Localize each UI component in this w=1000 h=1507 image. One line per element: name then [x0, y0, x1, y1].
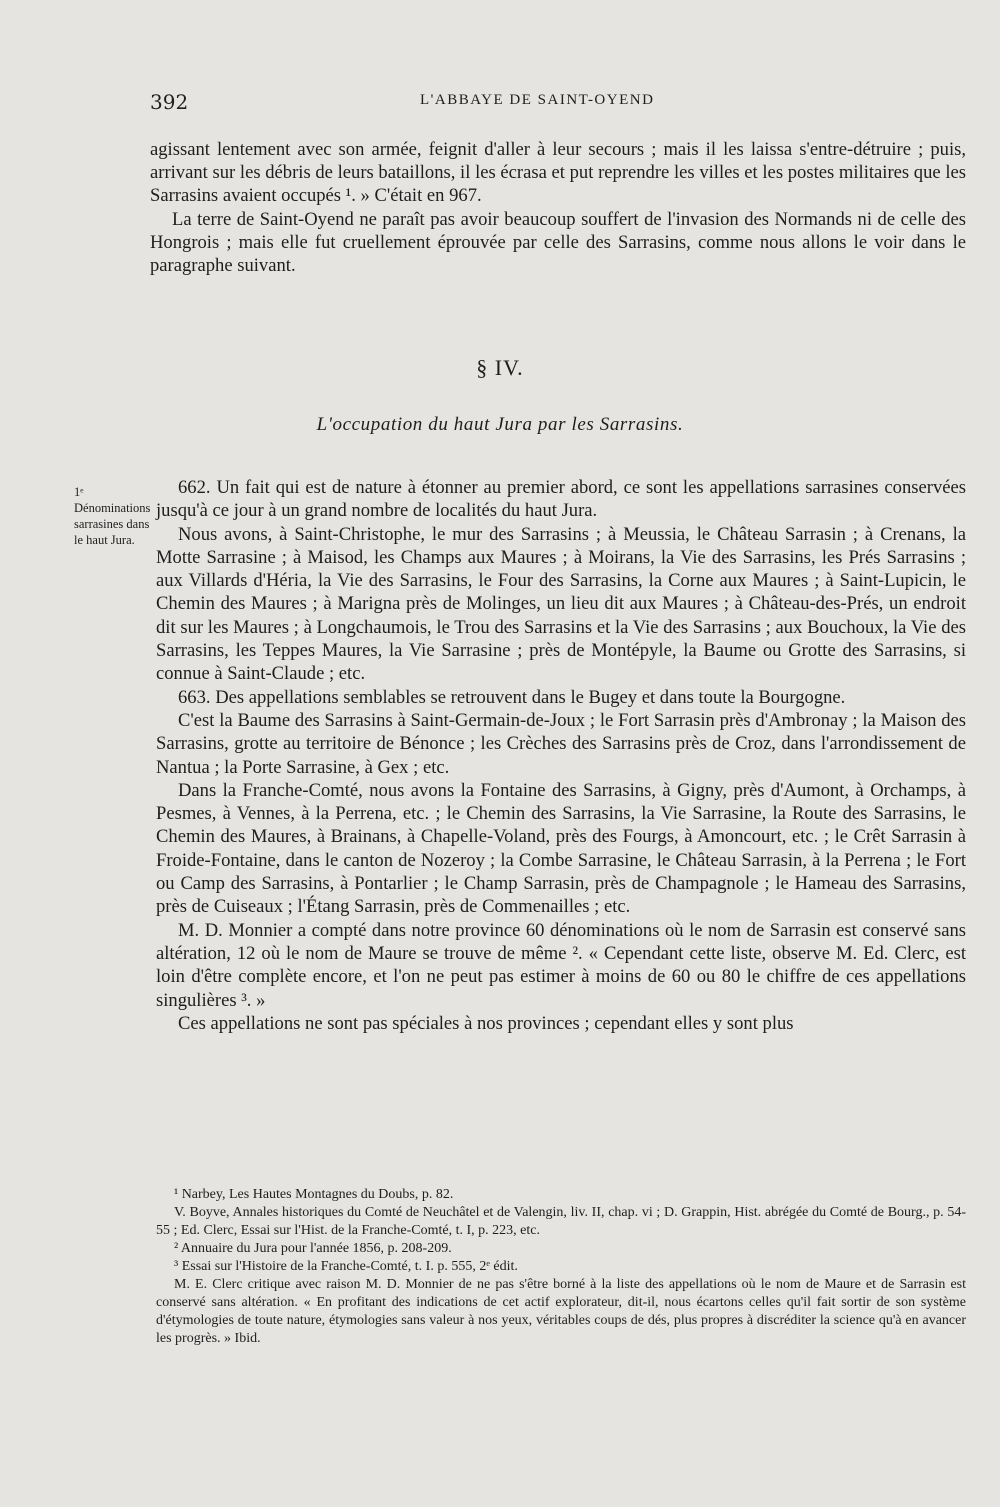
main-text [156, 476, 966, 1035]
intro-paragraph-2: La terre de Saint-Oyend ne paraît pas avoir beaucoup souffert de l'invasion des Normands ni de celle des Hongrois ; mais elle fut cruellement éprouvée par celle des Sarrasins, comme nous allons le voir dans le paragraphe suivant. [150, 208, 966, 277]
intro-paragraph-1: agissant lentement avec son armée, feignit d'aller à leur secours ; mais il les laissa s'entre-détruire ; puis, arrivant sur les débris de leurs bataillons, il les écrasa et put reprendre les villes et les postes militaires que les Sarrasins avaient occupés ¹. » C'était en 967. [150, 139, 966, 207]
paragraph-663-franche-comte: Dans la Franche-Comté, nous avons la Fontaine des Sarrasins, à Gigny, près d'Aumont, à Orchamps, à Pesmes, à Vennes, à la Perrena, etc. ; le Chemin des Sarrasins, la Vie Sarrasine, la Route des Sarrasins, le Chemin des Maures, à Brainans, à Chapelle-Voland, près des Fourgs, à Amoncourt, etc. ; le Crêt Sarrasin à Froide-Fontaine, dans le canton de Nozeroy ; la Combe Sarrasine, le Château Sarrasin, à la Perrena ; le Fort ou Camp des Sarrasins, à Pontarlier ; le Champ Sarrasin, près de Champagnole ; le Hameau des Sarrasins, près de Cuiseaux ; l'Étang Sarrasin, près de Commenailles ; etc. [156, 779, 966, 918]
margin-note: 1ᵉ Dénominations sarrasines dans le haut Jura. [74, 485, 151, 547]
section-title: L'occupation du haut Jura par les Sarrasins. [316, 414, 684, 435]
page-header [150, 90, 968, 116]
paragraph-663-monnier: M. D. Monnier a compté dans notre province 60 dénominations où le nom de Sarrasin est conservé sans altération, 12 où le nom de Maure se trouve de même ². « Cependant cette liste, observe M. Ed. Clerc, est loin d'être complète encore, et l'on ne peut pas estimer à moins de 60 ou 80 le chiffre de ces appellations singulières ³. » [156, 919, 966, 1011]
footnote-2: ² Annuaire du Jura pour l'année 1856, p. 208-209. [174, 1241, 452, 1256]
footnotes [156, 1186, 966, 1348]
footnote-1: ¹ Narbey, Les Hautes Montagnes du Doubs, p. 82. [174, 1187, 454, 1202]
paragraph-663-bugey: C'est la Baume des Sarrasins à Saint-Germain-de-Joux ; le Fort Sarrasin près d'Ambronay ; la Maison des Sarrasins, grotte au territoire de Bénonce ; les Crèches des Sarrasins près de Croz, dans l'arrondissement de Nantua ; la Porte Sarrasine, à Gex ; etc. [156, 709, 966, 778]
paragraph-662: 662. Un fait qui est de nature à étonner au premier abord, ce sont les appellations sarrasines conservées jusqu'à ce jour à un grand nombre de localités du haut Jura. [156, 477, 966, 522]
page-number: 392 [150, 90, 189, 114]
paragraph-663: 663. Des appellations semblables se retrouvent dans le Bugey et dans toute la Bourgogne. [178, 686, 846, 708]
intro-text [150, 138, 966, 277]
paragraph-662-list: Nous avons, à Saint-Christophe, le mur des Sarrasins ; à Meussia, le Château Sarrasin ; à Crenans, la Motte Sarrasine ; à Maisod, les Champs aux Maures ; à Moirans, la Vie des Sarrasins, les Prés Sarrasins ; aux Villards d'Héria, la Vie des Sarrasins, le Four des Sarrasins, la Corne aux Maures ; à Saint-Lupicin, le Chemin des Maures ; à Marigna près de Molinges, un lieu dit aux Maures ; à Château-des-Prés, un endroit dit sur les Maures ; à Longchaumois, le Trou des Sarrasins et la Vie des Sarrasins ; aux Bouchoux, la Vie des Sarrasins, les Teppes Maures, la Vie Sarrasine ; près de Montépyle, la Baume ou Grotte des Sarrasins, si connue à Saint-Claude ; etc. [156, 523, 966, 685]
footnote-3-continued: M. E. Clerc critique avec raison M. D. Monnier de ne pas s'être borné à la liste des appellations où le nom de Maure et de Sarrasin est conservé sans altération. « En profitant des indications de cet actif explorateur, dit-il, nous écartons celles qu'il fait sortir de son système d'étymologies de toute nature, étymologies sans valeur à nos yeux, véritables coups de dés, plus propres à discréditer la science qu'à en avancer les progrès. » Ibid. [156, 1277, 966, 1346]
running-title: L'ABBAYE DE SAINT-OYEND [420, 92, 655, 108]
footnote-1-continued: V. Boyve, Annales historiques du Comté de Neuchâtel et de Valengin, liv. II, chap. vi ; D. Grappin, Hist. abrégée du Comté de Bourg., p. 54-55 ; Ed. Clerc, Essai sur l'Hist. de la Franche-Comté, t. I, p. 223, etc. [156, 1205, 966, 1238]
footnote-3: ³ Essai sur l'Histoire de la Franche-Comté, t. I. p. 555, 2ᵉ édit. [174, 1259, 518, 1274]
section-mark: § IV. [476, 355, 524, 380]
paragraph-663-continued: Ces appellations ne sont pas spéciales à nos provinces ; cependant elles y sont plus [178, 1012, 794, 1034]
